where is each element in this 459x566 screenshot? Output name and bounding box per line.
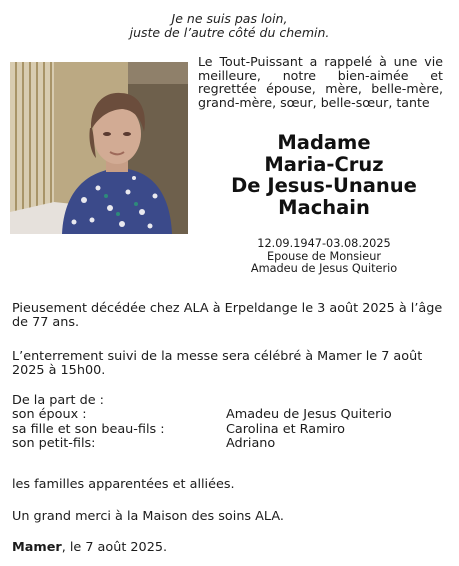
families-line: les familles apparentées et alliées.	[12, 477, 235, 492]
kin-row	[12, 423, 446, 437]
kin-row	[12, 437, 446, 451]
place-date: , le 7 août 2025.	[61, 540, 168, 555]
kin-name: Carolina et Ramiro	[226, 421, 345, 437]
funeral-notice: L’enterrement suivi de la messe sera célébré à Mamer le 7 août 2025 à 15h00.	[12, 349, 423, 379]
quote-line-1: Je ne suis pas loin,	[171, 11, 288, 26]
family-list	[12, 394, 446, 452]
epigraph-quote	[0, 12, 459, 40]
deceased-name	[192, 132, 456, 218]
kin-role: son petit-fils:	[12, 436, 96, 452]
name-title: Madame	[277, 131, 371, 154]
kin-role: son époux :	[12, 407, 87, 423]
portrait-photo	[10, 62, 188, 234]
life-dates-block	[192, 238, 456, 276]
portrait-illustration	[10, 62, 188, 234]
kin-name: Adriano	[226, 436, 276, 452]
spouse-name: Amadeu de Jesus Quiterio	[250, 262, 398, 275]
intro-text: Le Tout-Puissant a rappelé à une vie meilleure, notre bien-aimée et regrettée épouse, mère, belle-mère, grand-mère, sœur, belle-sœur, tante	[198, 54, 443, 110]
name-line-3: De Jesus-Unanue	[231, 174, 417, 197]
kin-name: Amadeu de Jesus Quiterio	[226, 407, 392, 423]
name-line-4: Machain	[278, 195, 370, 219]
from-label: De la part de :	[12, 393, 104, 408]
place-name: Mamer	[12, 540, 62, 555]
kin-role: sa fille et son beau-fils :	[12, 421, 165, 437]
kin-row	[12, 408, 446, 422]
life-dates: 12.09.1947-03.08.2025	[257, 237, 391, 250]
name-line-2: Maria-Cruz	[264, 152, 384, 176]
quote-line-2: juste de l’autre côté du chemin.	[129, 25, 330, 40]
death-notice: Pieusement décédée chez ALA à Erpeldange le 3 août 2025 à l’âge de 77 ans.	[12, 301, 443, 331]
spouse-label: Epouse de Monsieur	[266, 249, 382, 263]
thanks-line: Un grand merci à la Maison des soins ALA.	[12, 509, 284, 524]
place-date-line	[12, 541, 446, 555]
